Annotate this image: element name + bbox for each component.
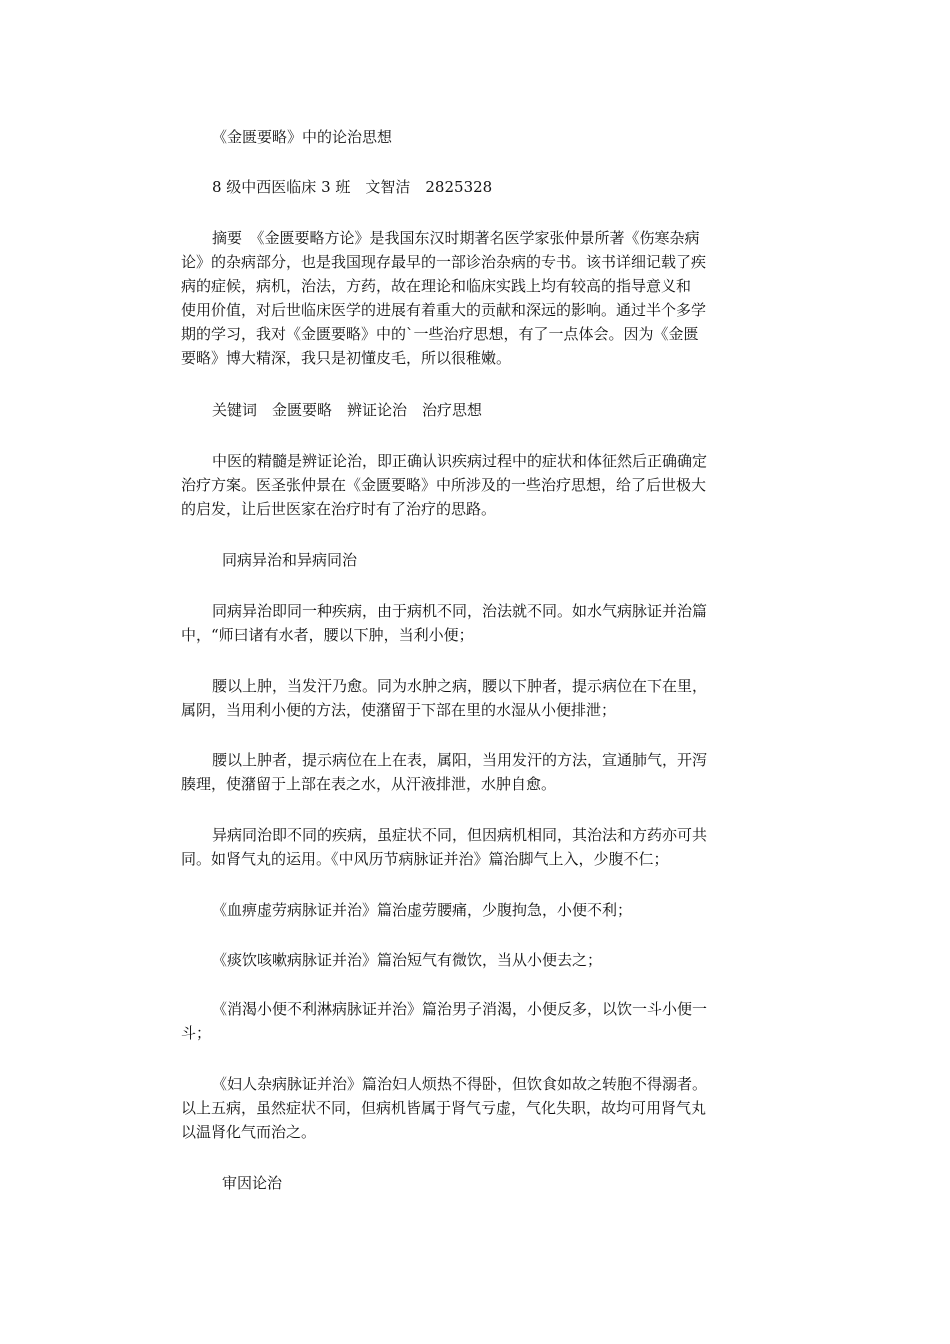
paragraph-line: 腰以上肿，当发汗乃愈。同为水肿之病，腰以下肿者，提示病位在下在里，	[212, 677, 708, 695]
paragraph-line: 《消渴小便不利淋病脉证并治》篇治男子消渴，小便反多，以饮一斗小便一	[212, 1000, 708, 1018]
paragraph-line: 以上五病，虽然症状不同，但病机皆属于肾气亏虚，气化失职，故均可用肾气丸	[181, 1099, 707, 1117]
paragraph-line: 以温肾化气而治之。	[181, 1123, 317, 1141]
paragraph-line: 同。如肾气丸的运用。《中风历节病脉证并治》篇治脚气上入，少腹不仁；	[181, 850, 669, 868]
paragraph-line: 斗；	[181, 1024, 212, 1042]
paragraph-line: 《妇人杂病脉证并治》篇治妇人烦热不得卧，但饮食如故之转胞不得溺者。	[212, 1075, 708, 1093]
intro-line: 中医的精髓是辨证论治，即正确认识疾病过程中的症状和体征然后正确确定	[212, 452, 708, 470]
section-heading-1: 同病异治和异病同治	[222, 551, 358, 569]
paragraph-line: 同病异治即同一种疾病，由于病机不同，治法就不同。如水气病脉证并治篇	[212, 602, 708, 620]
abstract-line: 要略》博大精深，我只是初懂皮毛，所以很稚嫩。	[181, 349, 512, 367]
abstract-line: 期的学习，我对《金匮要略》中的`一些治疗思想，有了一点体会。因为《金匮	[181, 325, 699, 343]
keywords-line: 关键词 金匮要略 辨证论治 治疗思想	[212, 401, 483, 419]
author-line: 8 级中西医临床 3 班 文智洁 2825328	[212, 178, 493, 196]
abstract-line: 使用价值，对后世临床医学的进展有着重大的贡献和深远的影响。通过半个多学	[181, 301, 707, 319]
paragraph-line: 属阴，当用利小便的方法，使潴留于下部在里的水湿从小便排泄；	[181, 701, 617, 719]
paragraph-line: 腰以上肿者，提示病位在上在表，属阳，当用发汗的方法，宣通肺气，开泻	[212, 751, 708, 769]
intro-line: 治疗方案。医圣张仲景在《金匮要略》中所涉及的一些治疗思想，给了后世极大	[181, 476, 707, 494]
paragraph-line: 腠理，使潴留于上部在表之水，从汗液排泄，水肿自愈。	[181, 775, 557, 793]
paragraph-line: 《痰饮咳嗽病脉证并治》篇治短气有微饮，当从小便去之；	[212, 951, 603, 969]
paragraph-line: 《血痹虚劳病脉证并治》篇治虚劳腰痛，少腹拘急，小便不利；	[212, 901, 633, 919]
section-heading-2: 审因论治	[222, 1174, 283, 1192]
document-title: 《金匮要略》中的论治思想	[212, 128, 393, 146]
abstract-line: 病的症候，病机，治法，方药，故在理论和临床实践上均有较高的指导意义和	[181, 277, 692, 295]
abstract-line: 摘要 《金匮要略方论》是我国东汉时期著名医学家张仲景所著《伤寒杂病	[212, 229, 700, 247]
intro-line: 的启发，让后世医家在治疗时有了治疗的思路。	[181, 500, 497, 518]
abstract-line: 论》的杂病部分，也是我国现存最早的一部诊治杂病的专书。该书详细记载了疾	[181, 253, 707, 271]
paragraph-line: 异病同治即不同的疾病，虽症状不同，但因病机相同，其治法和方药亦可共	[212, 826, 708, 844]
paragraph-line: 中，“师曰诸有水者，腰以下肿，当利小便；	[181, 626, 474, 644]
